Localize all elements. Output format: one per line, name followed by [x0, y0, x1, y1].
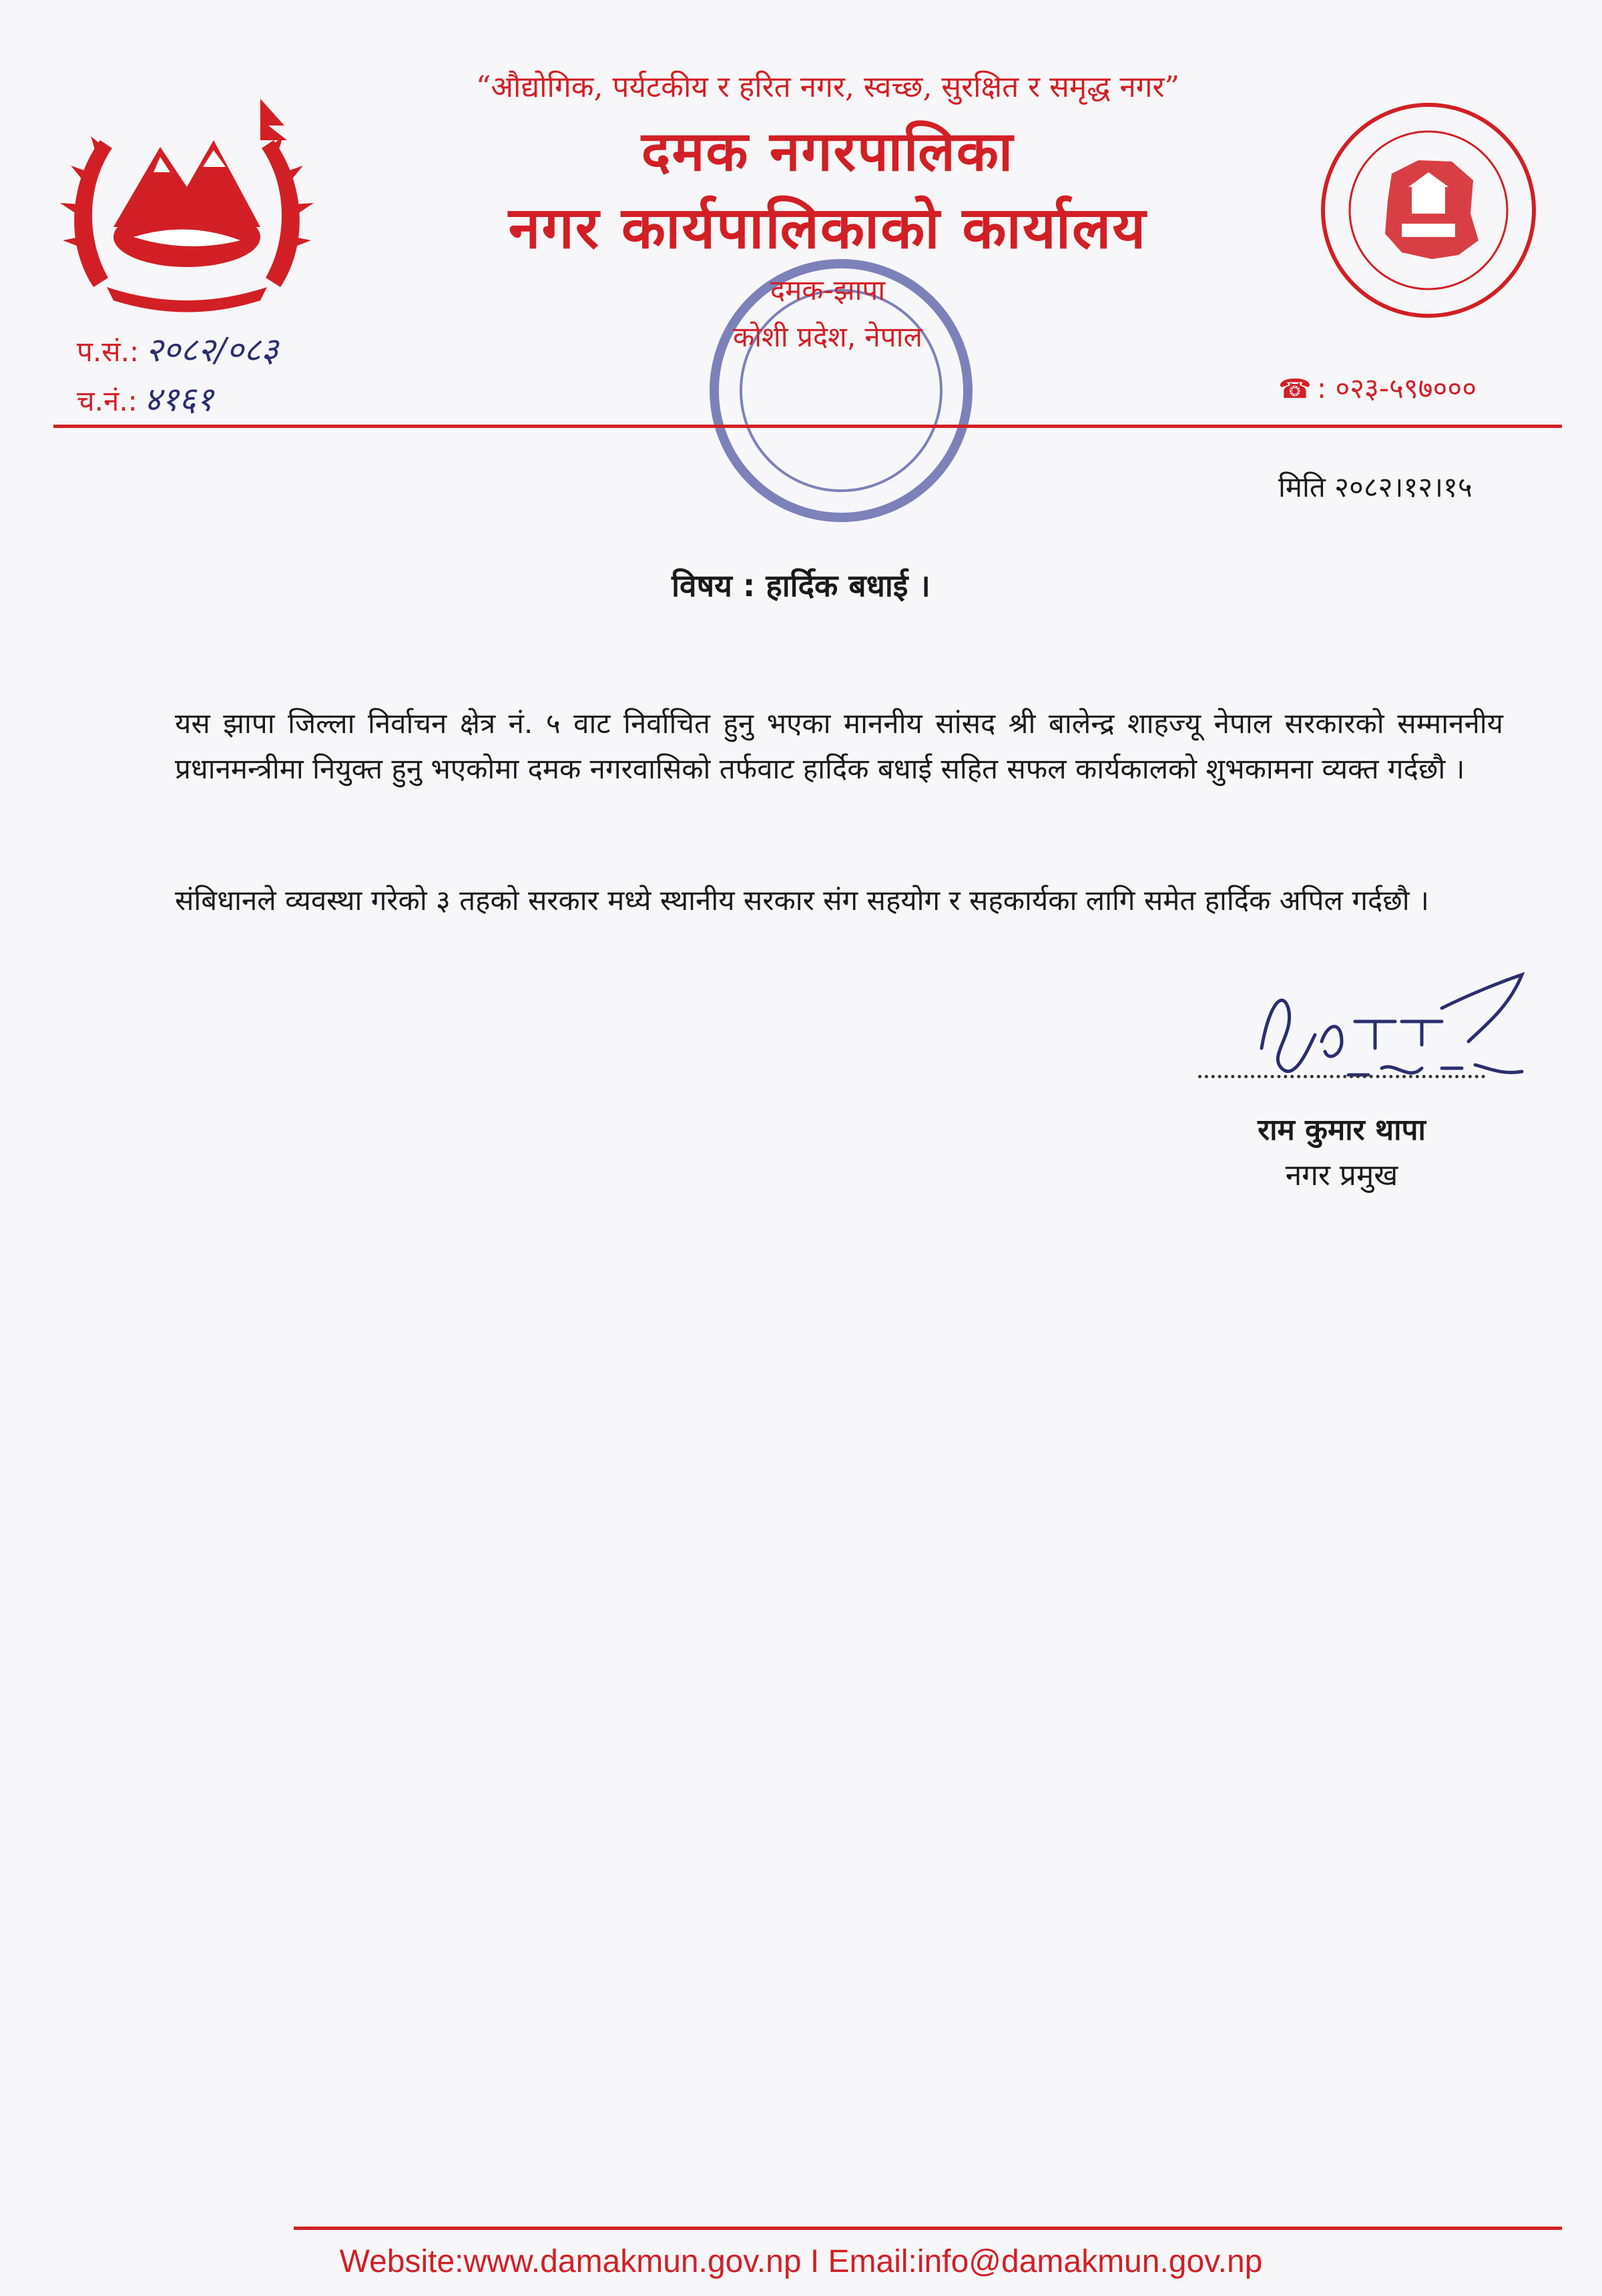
- signatory-name: राम कुमार थापा: [1258, 1113, 1426, 1147]
- pa-sa-label: प.सं.:: [77, 335, 140, 368]
- signature-line: [1198, 1075, 1485, 1078]
- signatory-title: नगर प्रमुख: [1285, 1158, 1398, 1192]
- municipality-seal-icon: [1318, 100, 1539, 320]
- office-name: नगर कार्यपालिकाको कार्यालय: [508, 195, 1147, 262]
- municipality-name: दमक नगरपालिका: [641, 120, 1015, 184]
- footer-divider: [294, 2227, 1562, 2230]
- phone-number: [1278, 369, 1477, 407]
- telephone-icon: ☎: [1278, 374, 1312, 405]
- slogan: “औद्योगिक, पर्यटकीय र हरित नगर, स्वच्छ, सुरक्षित र समृद्ध नगर”: [475, 70, 1180, 104]
- address-line-1: दमक-झापा: [770, 274, 886, 306]
- footer-contact: Website:www.damakmun.gov.np I Email:info@damakmun.gov.np: [339, 2244, 1263, 2279]
- pa-sa-value: २०८२/०८३: [146, 330, 278, 369]
- phone-text: : ०२३-५९७०००: [1316, 372, 1477, 405]
- reference-cha-na: [77, 375, 214, 421]
- nepal-emblem-icon: [60, 93, 314, 314]
- address-line-2: कोशी प्रदेश, नेपाल: [733, 320, 922, 353]
- header-divider: [53, 425, 1562, 428]
- cha-na-value: ४१६१: [144, 380, 214, 419]
- letter-date: मिति २०८२।१२।१५: [1278, 471, 1473, 503]
- letter-subject: विषय : हार्दिक बधाई ।: [672, 567, 930, 604]
- reference-pa-sa: [77, 326, 278, 371]
- body-paragraph-2: संबिधानले व्यवस्था गरेको ३ तहको सरकार मध्ये स्थानीय सरकार संग सहयोग र सहकार्यका लागि समेत हार्दिक अपिल गर्दछौ ।: [175, 884, 1429, 917]
- body-paragraph-1: यस झापा जिल्ला निर्वाचन क्षेत्र नं. ५ वाट निर्वाचित हुनु भएका माननीय सांसद श्री बालेन्द्र शाहज्यू नेपाल सरकारको सम्माननीय प्रधानमन्त्रीमा नियुक्त हुनु भएकोमा दमक नगरवासिको तर्फवाट हार्दिक बधाई सहित सफल कार्यकालको शुभकामना व्यक्त गर्दछौ ।: [175, 707, 1503, 785]
- cha-na-label: च.नं.:: [77, 385, 138, 417]
